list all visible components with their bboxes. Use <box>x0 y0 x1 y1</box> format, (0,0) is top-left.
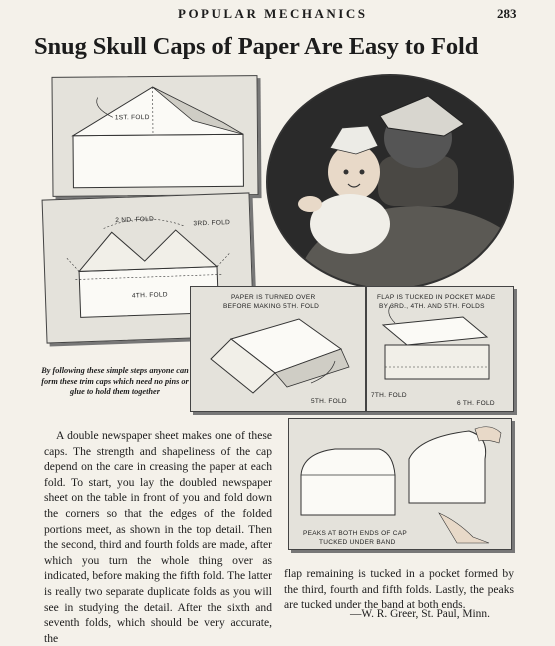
page-number: 283 <box>497 6 517 22</box>
figure-fifth-fold <box>190 286 366 412</box>
fifth-fold-diagram <box>191 287 365 411</box>
fold1-label: 1ST. FOLD <box>115 114 150 121</box>
photo-illustration <box>268 76 512 288</box>
fold2-label: 2 ND. FOLD <box>115 216 154 224</box>
finished-caps-diagram <box>289 419 511 549</box>
magazine-name: POPULAR MECHANICS <box>178 6 367 22</box>
figure-first-fold <box>51 75 258 197</box>
body-text-right-column: flap remaining is tucked in a pocket formed by the third, fourth and fifth folds. Lastly, the peaks are tucked under the band at both ends. <box>284 566 514 613</box>
turned-over-label-line1: PAPER IS TURNED OVER <box>231 294 316 301</box>
flap-label-line1: FLAP IS TUCKED IN POCKET MADE <box>377 294 496 301</box>
turned-over-label-line2: BEFORE MAKING 5TH. FOLD <box>223 303 319 310</box>
author-signature: —W. R. Greer, St. Paul, Minn. <box>350 608 490 620</box>
running-header <box>0 6 555 24</box>
fold6-label: 6 TH. FOLD <box>457 400 495 407</box>
flap-label-line2: BY 3RD., 4TH. AND 5TH. FOLDS <box>379 303 485 310</box>
article-title: Snug Skull Caps of Paper Are Easy to Fold <box>34 33 534 61</box>
fold5-label: 5TH. FOLD <box>311 398 347 405</box>
photo-father-and-baby-in-paper-caps <box>266 74 514 290</box>
first-fold-diagram <box>52 76 257 196</box>
sixth-seventh-folds-diagram <box>367 287 513 411</box>
body-text-left-column: A double newspaper sheet makes one of these caps. The strength and shapeliness of the cap depend on the care in creasing the paper at each fold. To start, you lay the doubled newspaper sheet on the table in front of you and fold down the corners so that the edges of the folded portions meet, as shown in the top detail. Then the second, third and fourth folds are made, after which you turn the whole thing over as indicated, before making the fifth fold. The latter is really two separate duplicate folds as you will see in studying the detail. After the sixth and seventh folds, which should be very accurate, the <box>44 428 272 646</box>
fold4-label: 4TH. FOLD <box>132 291 168 299</box>
figure-sixth-seventh-folds <box>366 286 514 412</box>
peaks-label-line2: TUCKED UNDER BAND <box>319 539 396 546</box>
fold3-label: 3RD. FOLD <box>193 219 230 227</box>
figure-finished-caps <box>288 418 512 550</box>
peaks-label-line1: PEAKS AT BOTH ENDS OF CAP <box>303 530 407 537</box>
fold7-label: 7TH. FOLD <box>371 392 407 399</box>
figure-caption: By following these simple steps anyone can form these trim caps which need no pins or glue to hold them together <box>40 366 190 398</box>
